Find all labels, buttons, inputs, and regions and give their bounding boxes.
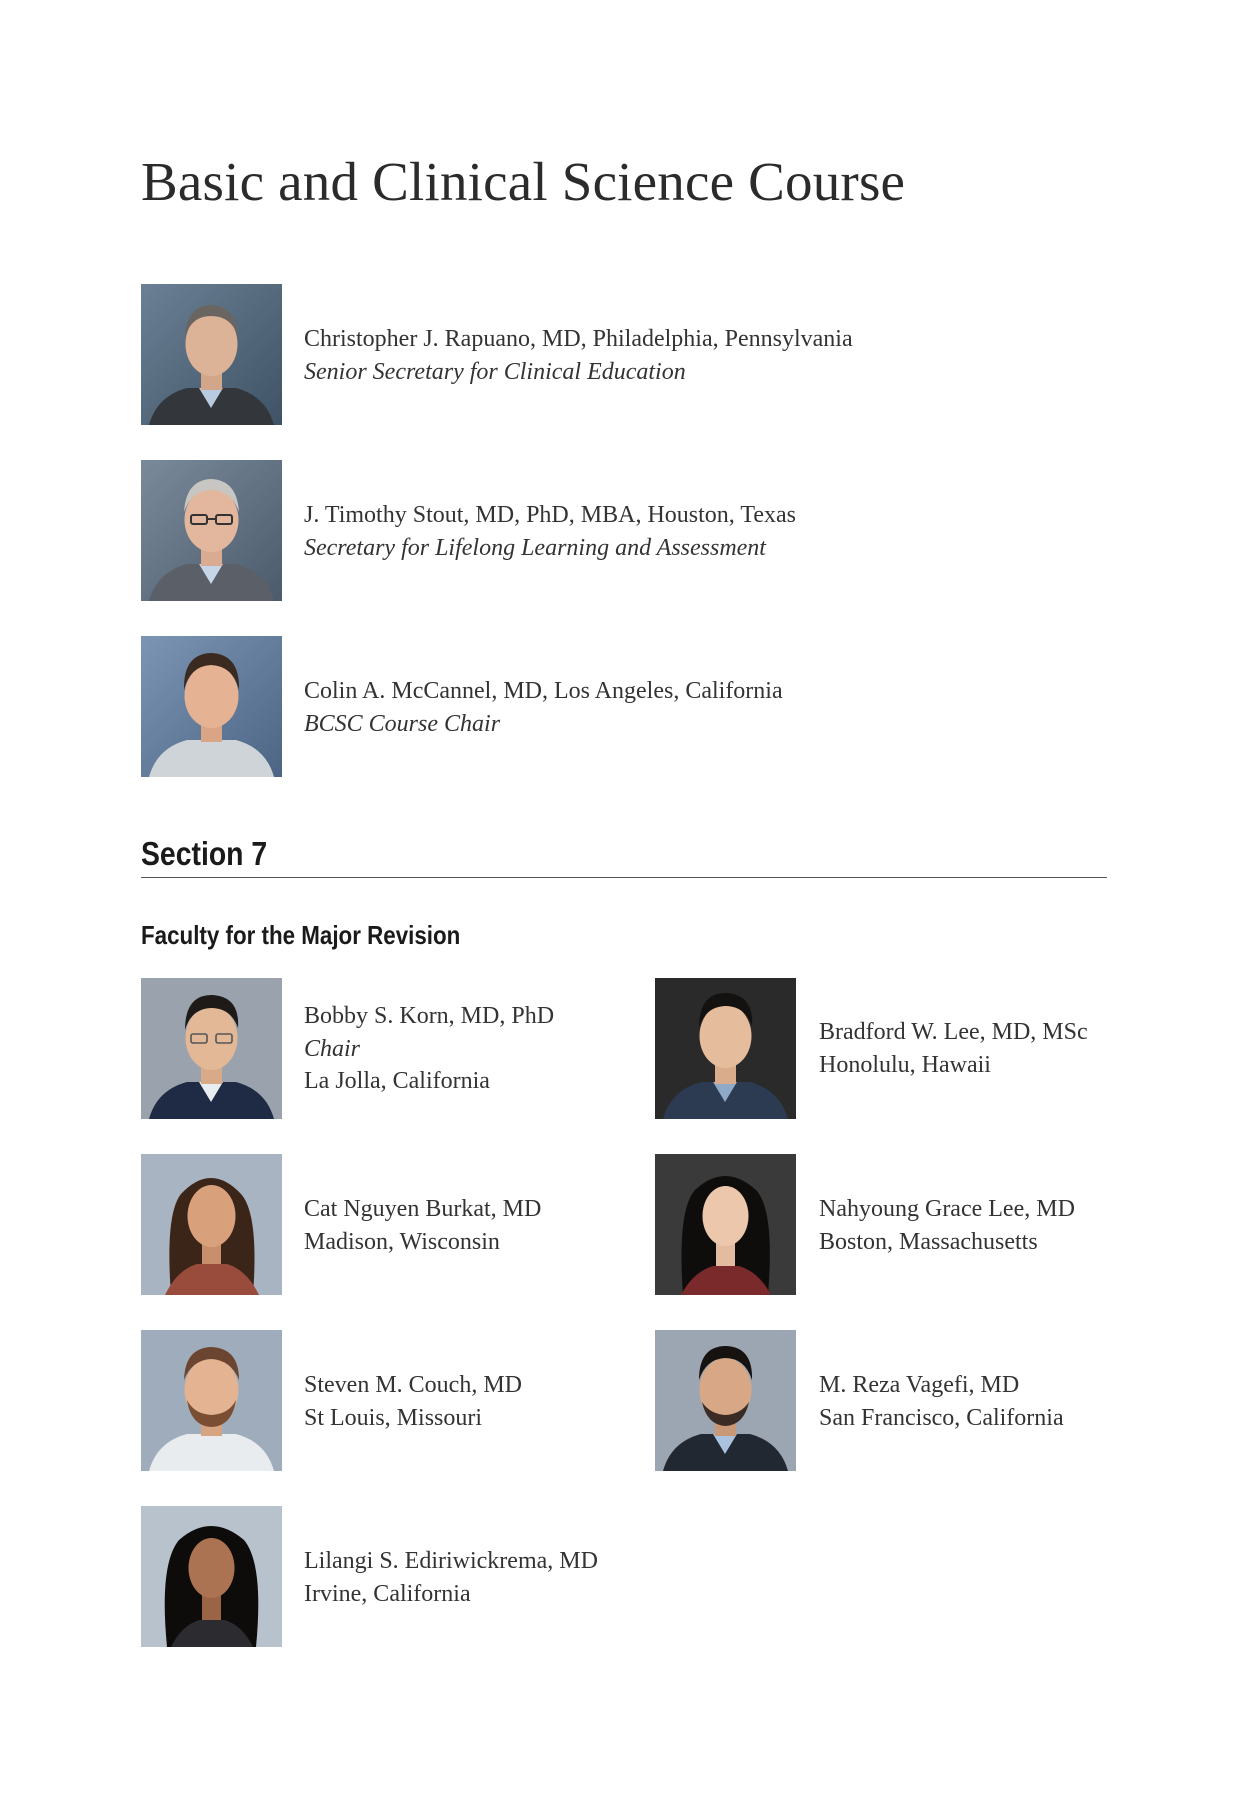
faculty-name: Lilangi S. Ediriwickrema, MD [304, 1548, 598, 1574]
section-divider [141, 877, 1107, 878]
faculty-location: St Louis, Missouri [304, 1404, 483, 1431]
faculty-location: Boston, Massachusetts [819, 1228, 1038, 1255]
headshot-photo [141, 284, 282, 425]
faculty-text [304, 1545, 598, 1610]
faculty-role: Chair [304, 1035, 361, 1062]
faculty-name: Bradford W. Lee, MD, MSc [819, 1019, 1088, 1045]
faculty-text [819, 1193, 1075, 1258]
faculty-location: Honolulu, Hawaii [819, 1051, 991, 1078]
headshot-photo [655, 1154, 796, 1295]
leader-text [304, 675, 783, 740]
leader-name-line: J. Timothy Stout, MD, PhD, MBA, Houston, Texas [304, 502, 796, 528]
faculty-location: La Jolla, California [304, 1068, 490, 1094]
faculty-text [304, 1369, 522, 1434]
section-heading: Section 7 [141, 835, 268, 872]
faculty-location: San Francisco, California [819, 1404, 1064, 1431]
faculty-location: Irvine, California [304, 1580, 471, 1607]
leader-name-line: Colin A. McCannel, MD, Los Angeles, California [304, 678, 783, 704]
faculty-text [819, 1016, 1088, 1081]
headshot-photo [141, 1506, 282, 1647]
faculty-subheading: Faculty for the Major Revision [141, 920, 461, 950]
faculty-location: Madison, Wisconsin [304, 1228, 500, 1255]
leader-text [304, 499, 796, 564]
faculty-text [304, 1193, 541, 1258]
headshot-photo [141, 636, 282, 777]
headshot-photo [141, 460, 282, 601]
faculty-text [819, 1369, 1064, 1434]
leader-role: Senior Secretary for Clinical Education [304, 358, 686, 385]
faculty-name: Cat Nguyen Burkat, MD [304, 1196, 542, 1222]
leader-name-line: Christopher J. Rapuano, MD, Philadelphia, Pennsylvania [304, 326, 853, 352]
headshot-photo [141, 1330, 282, 1471]
leader-text [304, 323, 853, 388]
faculty-name: M. Reza Vagefi, MD [819, 1372, 1020, 1398]
headshot-photo [141, 978, 282, 1119]
headshot-photo [655, 978, 796, 1119]
faculty-name: Bobby S. Korn, MD, PhD [304, 1003, 555, 1029]
faculty-text [304, 1000, 554, 1098]
faculty-name: Nahyoung Grace Lee, MD [819, 1196, 1075, 1222]
page-title: Basic and Clinical Science Course [141, 151, 906, 212]
leader-role: Secretary for Lifelong Learning and Assessment [304, 534, 766, 561]
headshot-photo [141, 1154, 282, 1295]
headshot-photo [655, 1330, 796, 1471]
leader-role: BCSC Course Chair [304, 710, 501, 737]
faculty-name: Steven M. Couch, MD [304, 1372, 522, 1398]
